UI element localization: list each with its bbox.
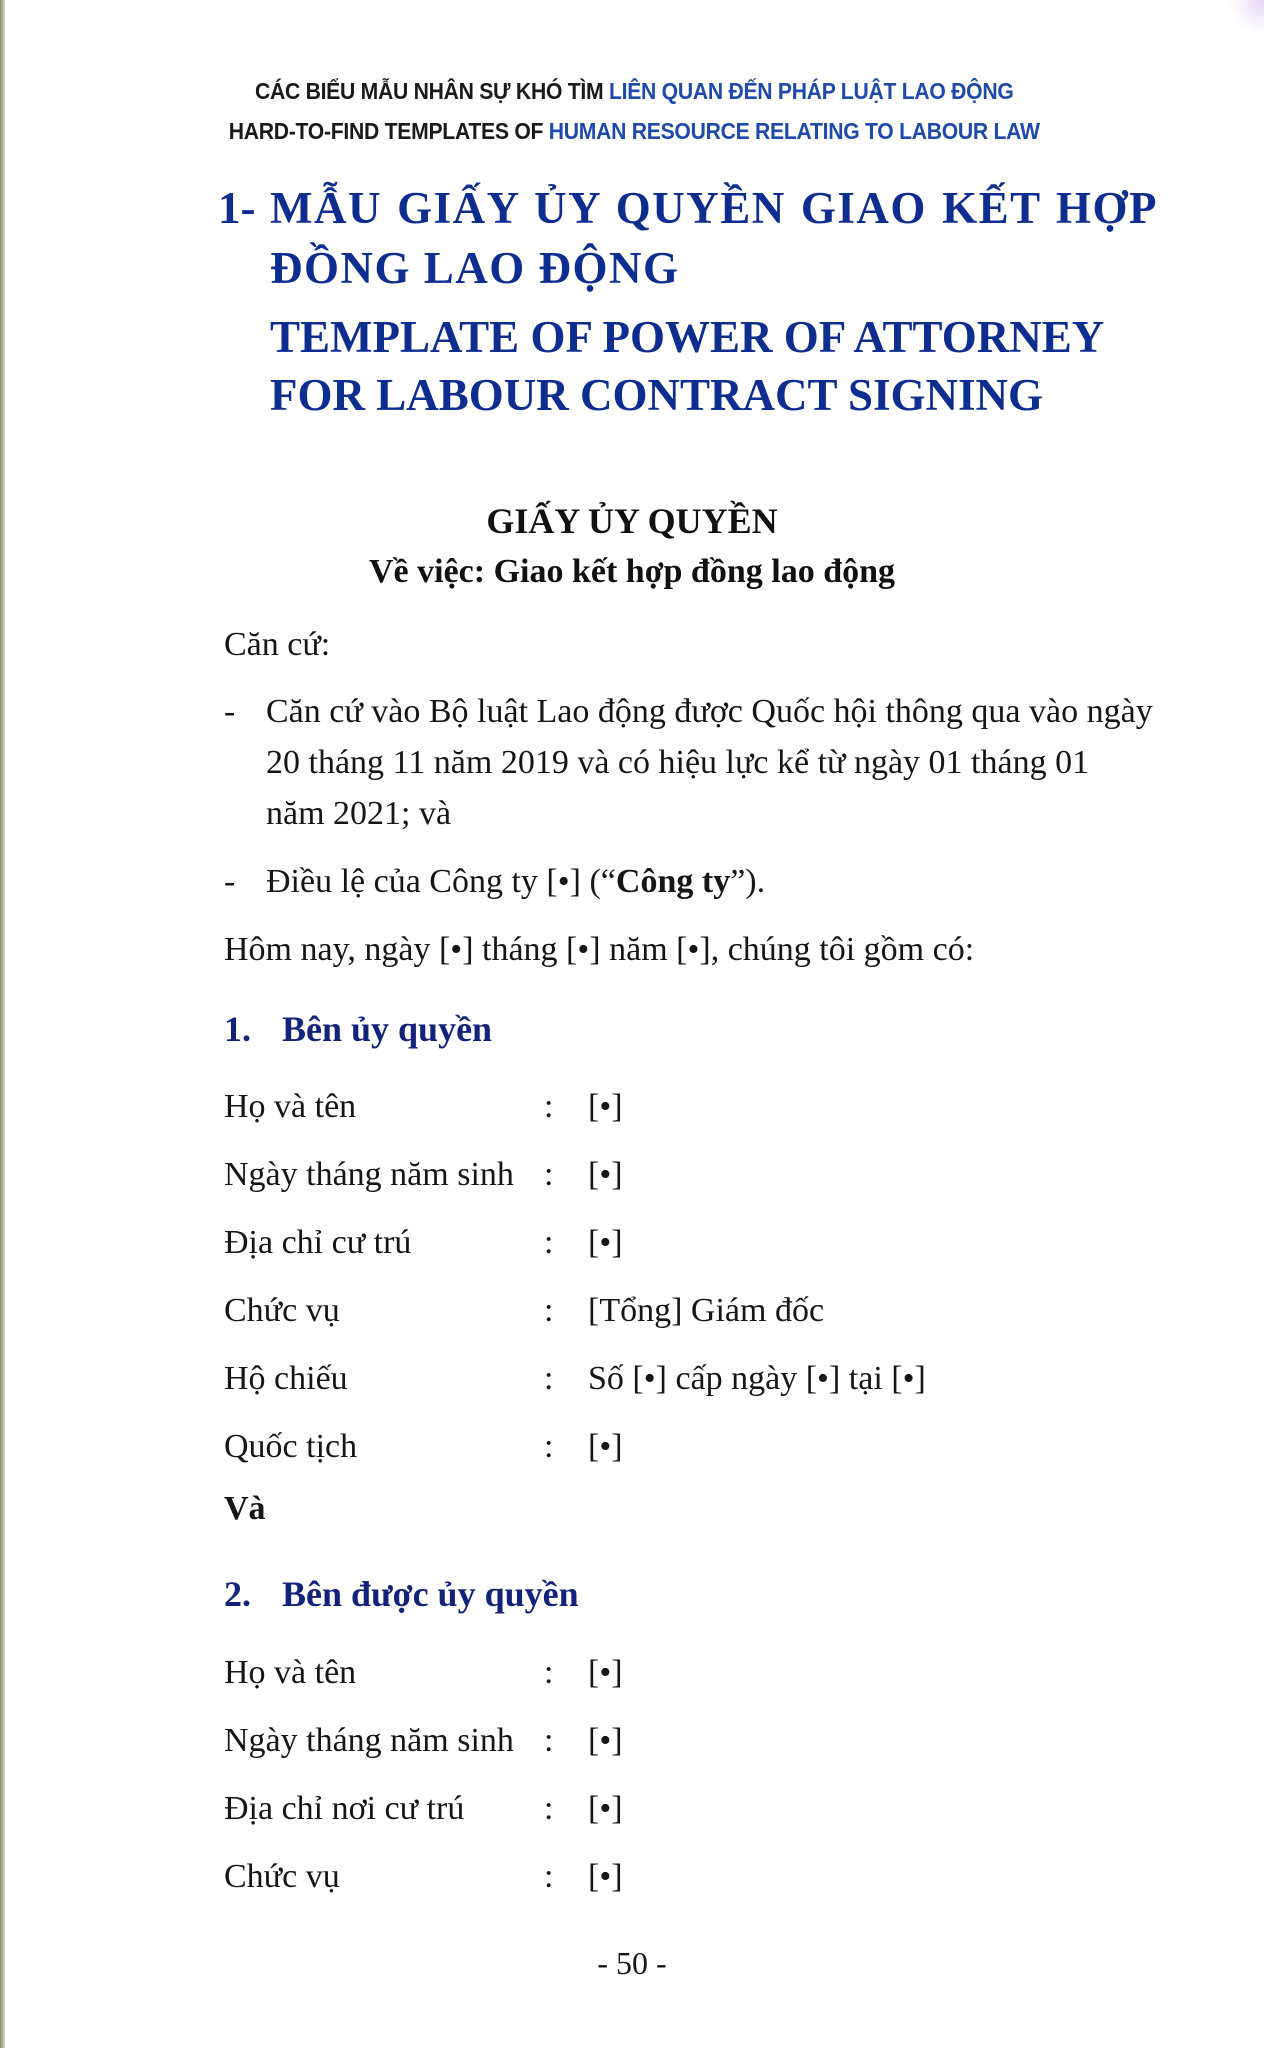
running-head-vn <box>53 78 1216 105</box>
field-value: [•] <box>588 1722 623 1759</box>
field-value: [Tổng] Giám đốc <box>588 1292 825 1329</box>
field-colon: : <box>544 1722 554 1759</box>
running-head-en-dark: HARD-TO-FIND TEMPLATES OF <box>228 118 544 144</box>
field-value: [•] <box>588 1224 623 1261</box>
field-colon: : <box>544 1292 554 1329</box>
page-binding-edge <box>0 0 5 2048</box>
field-value: [•] <box>588 1790 623 1827</box>
field-colon: : <box>544 1360 554 1397</box>
field-colon: : <box>544 1654 554 1691</box>
field-label: Họ và tên <box>224 1088 357 1125</box>
field-colon: : <box>544 1156 554 1193</box>
field-row <box>224 1218 1124 1268</box>
section-heading-grantee <box>224 1573 579 1615</box>
section-heading-grantor <box>224 1008 492 1050</box>
field-value: [•] <box>588 1156 623 1193</box>
field-colon: : <box>544 1088 554 1125</box>
document-subtitle: Về việc: Giao kết hợp đồng lao động <box>368 553 896 590</box>
page-number: - 50 - <box>597 1945 667 1981</box>
field-row <box>224 1648 1124 1698</box>
basis-item-text-before: Điều lệ của Công ty [•] (“ <box>266 863 616 900</box>
basis-item <box>224 856 1154 907</box>
field-row <box>224 1716 1124 1766</box>
basis-label: Căn cứ: <box>224 626 331 663</box>
basis-item <box>224 686 1154 839</box>
field-row <box>224 1852 1124 1902</box>
field-label: Hộ chiếu <box>224 1360 348 1397</box>
field-label: Ngày tháng năm sinh <box>224 1722 514 1759</box>
chapter-number: 1- <box>218 183 256 233</box>
field-label: Ngày tháng năm sinh <box>224 1156 514 1193</box>
field-label: Quốc tịch <box>224 1428 358 1465</box>
basis-item-text <box>224 856 1154 907</box>
field-value: Số [•] cấp ngày [•] tại [•] <box>588 1360 926 1397</box>
field-label: Địa chỉ cư trú <box>224 1224 412 1261</box>
field-row <box>224 1784 1124 1834</box>
field-value: [•] <box>588 1858 623 1895</box>
running-head-vn-blue: LIÊN QUAN ĐẾN PHÁP LUẬT LAO ĐỘNG <box>608 78 1014 104</box>
today-line: Hôm nay, ngày [•] tháng [•] năm [•], chúng tôi gồm có: <box>224 931 975 968</box>
field-colon: : <box>544 1858 554 1895</box>
field-colon: : <box>544 1428 554 1465</box>
basis-item-defined-term: Công ty <box>615 863 731 900</box>
field-colon: : <box>544 1224 554 1261</box>
section-title: Bên được ủy quyền <box>282 1574 579 1614</box>
field-row <box>224 1150 1124 1200</box>
field-label: Chức vụ <box>224 1858 340 1895</box>
field-colon: : <box>544 1790 554 1827</box>
field-value: [•] <box>588 1654 623 1691</box>
chapter-title-vn-text: MẪU GIẤY ỦY QUYỀN GIAO KẾT HỢP ĐỒNG LAO ĐỘNG <box>270 183 1158 293</box>
field-value: [•] <box>588 1088 623 1125</box>
section-title: Bên ủy quyền <box>282 1009 493 1049</box>
section-number: 1. <box>224 1009 251 1049</box>
field-row <box>224 1286 1124 1336</box>
basis-item-text-after: ”). <box>730 863 766 900</box>
field-label: Địa chỉ nơi cư trú <box>224 1790 465 1827</box>
running-head-en <box>53 118 1216 145</box>
field-value: [•] <box>588 1428 623 1465</box>
chapter-title-en: TEMPLATE OF POWER OF ATTORNEY FOR LABOUR CONTRACT SIGNING <box>270 312 1103 420</box>
dash-bullet-icon: - <box>224 693 236 730</box>
chapter-heading <box>218 178 1158 424</box>
field-row <box>224 1354 1124 1404</box>
field-label: Họ và tên <box>224 1654 357 1691</box>
field-row <box>224 1422 1124 1472</box>
chapter-title-vn <box>218 178 1158 298</box>
running-head-en-blue: HUMAN RESOURCE RELATING TO LABOUR LAW <box>548 118 1040 144</box>
running-head-vn-dark: CÁC BIỂU MẪU NHÂN SỰ KHÓ TÌM <box>254 78 604 104</box>
basis-item-text: Căn cứ vào Bộ luật Lao động được Quốc hội thông qua vào ngày 20 tháng 11 năm 2019 và có hiệu lực kể từ ngày 01 tháng 01 năm 2021; và <box>266 693 1153 832</box>
conjunction: Và <box>224 1490 266 1527</box>
field-label: Chức vụ <box>224 1292 340 1329</box>
document-title: GIẤY ỦY QUYỀN <box>486 501 778 541</box>
section-number: 2. <box>224 1574 251 1614</box>
field-row <box>224 1082 1124 1132</box>
dash-bullet-icon: - <box>224 863 236 900</box>
page-corner-tint <box>1224 0 1264 30</box>
